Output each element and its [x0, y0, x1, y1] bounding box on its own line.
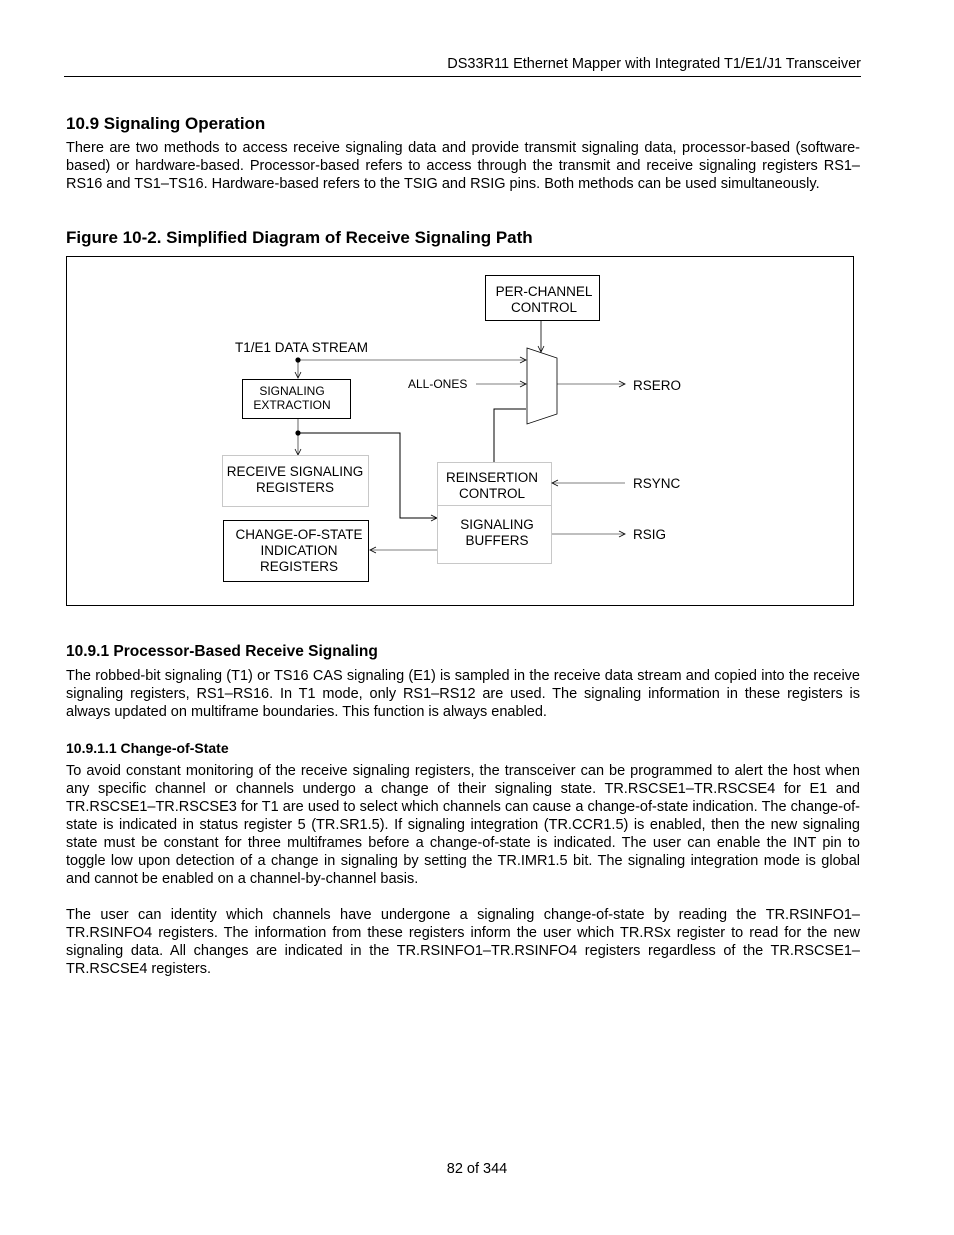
rsero-label: RSERO	[633, 378, 682, 393]
reinsertion-label-2: CONTROL	[458, 486, 526, 501]
multiplexer	[527, 348, 557, 424]
rsig-label: RSIG	[633, 527, 667, 542]
subsection-text: The robbed-bit signaling (T1) or TS16 CAS signaling (E1) is sampled in the receive data stream and copied into the receive signaling registers, RS1–RS16. In T1 mode, only RS1–RS12 are used. The signaling information in these registers is always updated on multiframe boundaries. This function is always enabled.	[66, 668, 860, 720]
all-ones-label: ALL-ONES	[408, 377, 468, 391]
figure-frame	[67, 257, 854, 606]
cos-label-2: INDICATION	[260, 543, 338, 558]
section-heading: 10.9 Signaling Operation	[66, 114, 266, 133]
reinsertion-label-1: REINSERTION	[445, 470, 539, 485]
subsection-heading: 10.9.1 Processor-Based Receive Signaling	[66, 643, 378, 660]
document-header: DS33R11 Ethernet Mapper with Integrated T1/E1/J1 Transceiver	[447, 56, 861, 72]
rx-registers-label-2: REGISTERS	[255, 480, 335, 495]
reinsertion-to-mux-line	[494, 409, 526, 462]
buffers-label-2: BUFFERS	[465, 533, 529, 548]
rsync-label: RSYNC	[633, 476, 681, 491]
subsubsection-heading: 10.9.1.1 Change-of-State	[66, 740, 229, 756]
buffers-label-1: SIGNALING	[460, 517, 534, 532]
per-channel-label-2: CONTROL	[510, 300, 578, 315]
figure-title: Figure 10-2. Simplified Diagram of Receive Signaling Path	[66, 228, 533, 247]
section-intro: There are two methods to access receive signaling data and provide transmit signaling data, processor-based (software-based) or hardware-based. Processor-based refers to access through the transmit and receive signaling registers RS1–RS16 and TS1–TS16. Hardware-based refers to the TSIG and RSIG pins. Both methods can be used simultaneously.	[66, 140, 860, 192]
page-number: 82 of 344	[446, 1161, 508, 1177]
rx-registers-label-1: RECEIVE SIGNALING	[226, 464, 364, 479]
cos-label-1: CHANGE-OF-STATE	[235, 527, 363, 542]
change-of-state-paragraph-2: The user can identity which channels have undergone a signaling change-of-state by reading the TR.RSINFO1–TR.RSINFO4 registers. The information from these registers inform the user which TR.RSx register to read for the new signaling data. All changes are indicated in the TR.RSINFO1–TR.RSINFO4 registers regardless of the TR.RSCSE1–TR.RSCSE4 registers.	[66, 907, 860, 977]
per-channel-label-1: PER-CHANNEL	[495, 284, 593, 299]
extraction-label-2: EXTRACTION	[253, 398, 331, 412]
change-of-state-paragraph-1: To avoid constant monitoring of the receive signaling registers, the transceiver can be programmed to alert the host when any specific channel or channels undergo a change of their signaling state. TR.RSCSE1–TR.RSCSE4 for E1 and TR.RSCSE1–TR.RSCSE3 for T1 are used to select which channels can cause a change-of-state indication. The change-of-state is indicated in status register 5 (TR.SR1.5). If signaling integration (TR.CCR1.5) is enabled, then the new signaling state must be constant for three multiframes before a change-of-state is indicated. The user can enable the INT pin to toggle low upon detection of a change in signaling by setting the TR.IMR1.5 bit. The signaling integration mode is global and cannot be enabled on a channel-by-channel basis.	[66, 763, 860, 887]
data-stream-label: T1/E1 DATA STREAM	[235, 340, 369, 355]
cos-label-3: REGISTERS	[259, 559, 339, 574]
extraction-label-1: SIGNALING	[259, 384, 325, 398]
